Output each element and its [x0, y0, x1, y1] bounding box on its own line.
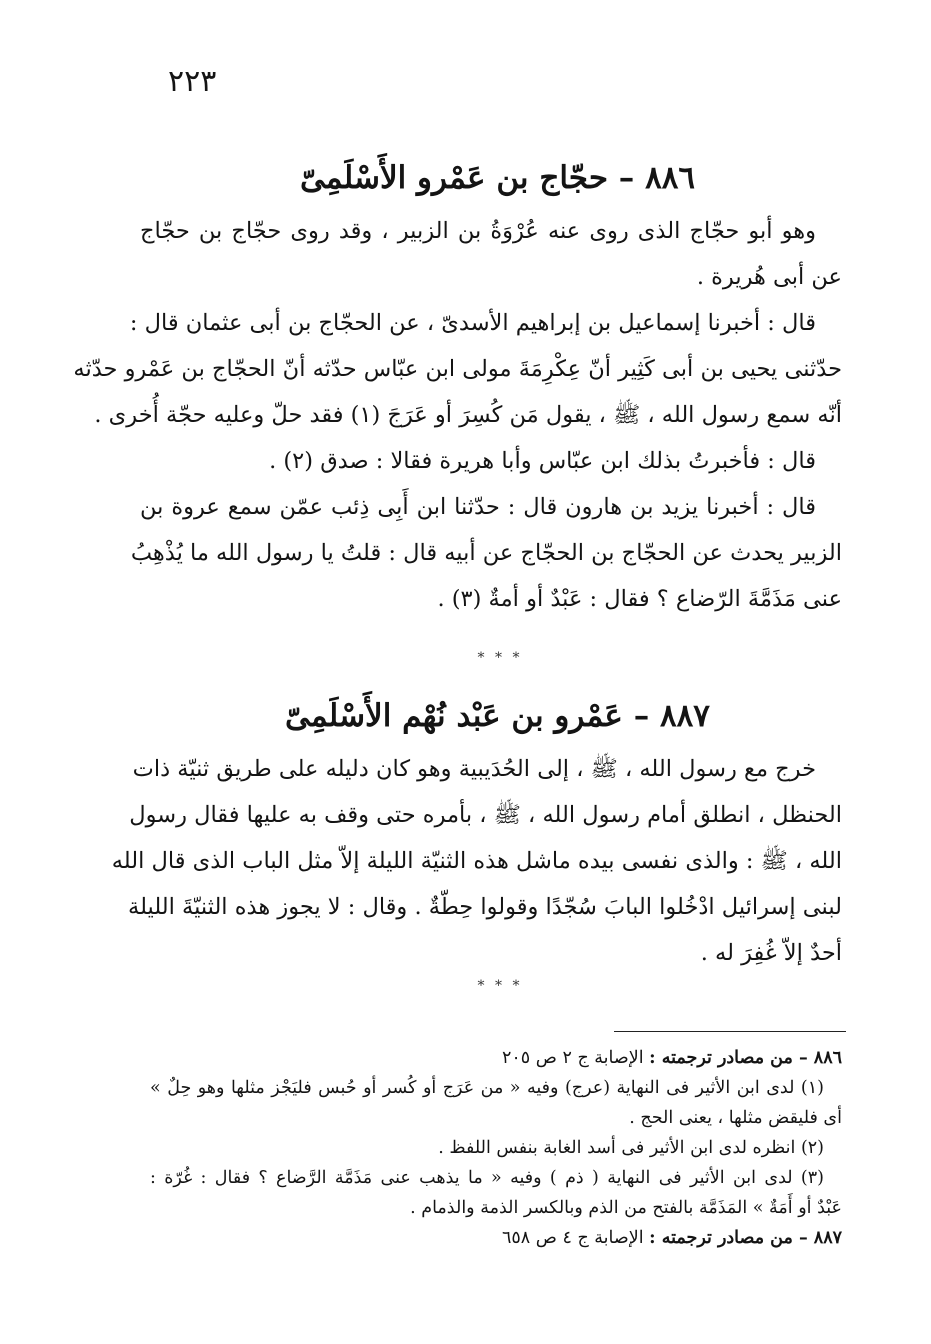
text-line: خرج مع رسول الله ، ﷺ ، إلى الحُدَيبية وهو كان دليله على طريق ثنيّة ذات	[132, 756, 816, 782]
section-separator: * * *	[477, 978, 523, 994]
entry-886-para-3	[140, 484, 842, 530]
entry-886-para-2	[140, 438, 842, 484]
text-line: أحدٌ إلاّ غُفِرَ له .	[700, 940, 842, 966]
text-line: الزبير يحدث عن الحجّاج بن الحجّاج عن أبيه قال : قلتُ يا رسول الله ما يُذْهِبُ	[130, 540, 842, 566]
section-separator: * * *	[477, 650, 523, 666]
source-887-label: ٨٨٧ – من مصادر ترجمته :	[649, 1228, 842, 1248]
source-887	[150, 1223, 842, 1253]
footnote-3-cont: عَبْدٌ أو أَمَةٌ » المَذَمَّة بالفتح من الذم وبالكسر الذمة والذمام .	[410, 1198, 842, 1218]
text-line: عن أبى هُريرة .	[696, 264, 842, 290]
entry-886-title: ٨٨٦ – حجّاج بن عَمْرو الأَسْلَمِىّ	[299, 160, 696, 196]
entry-886-intro	[140, 208, 842, 254]
source-886-label: ٨٨٦ – من مصادر ترجمته :	[649, 1048, 842, 1068]
footnote-1-cont: أى فليقض مثلها ، يعنى الحج .	[629, 1108, 842, 1128]
page-number: ٢٢٣	[168, 64, 217, 99]
text-line: لبنى إسرائيل ادْخُلوا البابَ سُجّدًا وقولوا حِطّةٌ . وقال : لا يجوز هذه الثنيّةَ الليلة	[128, 894, 842, 920]
text-line: أنّه سمع رسول الله ، ﷺ ، يقول مَن كُسِرَ أو عَرَجَ (١) فقد حلّ وعليه حجّة أُخرى .	[94, 402, 842, 428]
footnote-rule	[614, 1031, 846, 1032]
text-line: حدّثنى يحيى بن أبى كَثِير أنّ عِكْرِمَةَ مولى ابن عبّاس حدّثه أنّ الحجّاج بن عَمْرو حدّثه	[73, 356, 842, 382]
text-line: الله ، ﷺ : والذى نفسى بيده ماشل هذه الثنيّة الليلة إلاّ مثل الباب الذى قال الله	[111, 848, 842, 874]
source-887-text: الإصابة ج ٤ ص ٦٥٨	[501, 1228, 644, 1248]
source-886-text: الإصابة ج ٢ ص ٢٠٥	[501, 1048, 644, 1068]
entry-886-body	[73, 208, 842, 622]
text-line: وهو أبو حجّاج الذى روى عنه عُرْوَةُ بن الزبير ، وقد روى حجّاج بن حجّاج	[140, 218, 816, 244]
footnote-1: (١) لدى ابن الأثير فى النهاية (عرج) وفيه « من عَرَج أو كُسر أو حُبس فليَجْز مثلها وهو حِلٌ »	[150, 1078, 824, 1098]
entry-886-para-1	[129, 300, 842, 346]
footnote-2: (٢) انظره لدى ابن الأثير فى أسد الغابة بنفس اللفظ .	[438, 1138, 824, 1158]
source-886	[150, 1043, 842, 1073]
entry-887-body	[111, 746, 842, 976]
footnotes	[150, 1043, 842, 1253]
entry-887-title: ٨٨٧ – عَمْرو بن عَبْد نُهْم الأَسْلَمِىّ	[285, 698, 710, 734]
text-line: قال : أخبرنا يزيد بن هارون قال : حدّثنا ابن أَبِى ذِئب عمّن سمع عروة بن	[140, 494, 816, 520]
footnote-3: (٣) لدى ابن الأثير فى النهاية ( ذم ) وفيه « ما يذهب عنى مَذَمَّة الرَّضاع ؟ فقال : غُرّة :	[150, 1168, 824, 1188]
entry-887-para	[132, 746, 842, 792]
text-line: عنى مَذَمَّةَ الرّضاع ؟ فقال : عَبْدٌ أو أمةٌ (٣) .	[437, 586, 842, 612]
text-line: قال : فأخبرتُ بذلك ابن عبّاس وأبا هريرة فقالا : صدق (٢) .	[269, 448, 816, 474]
text-line: قال : أخبرنا إسماعيل بن إبراهيم الأسدىّ ، عن الحجّاج بن أبى عثمان قال :	[129, 310, 816, 336]
text-line: الحنظل ، انطلق أمام رسول الله ، ﷺ ، بأمره حتى وقف به عليها فقال رسول	[129, 802, 842, 828]
